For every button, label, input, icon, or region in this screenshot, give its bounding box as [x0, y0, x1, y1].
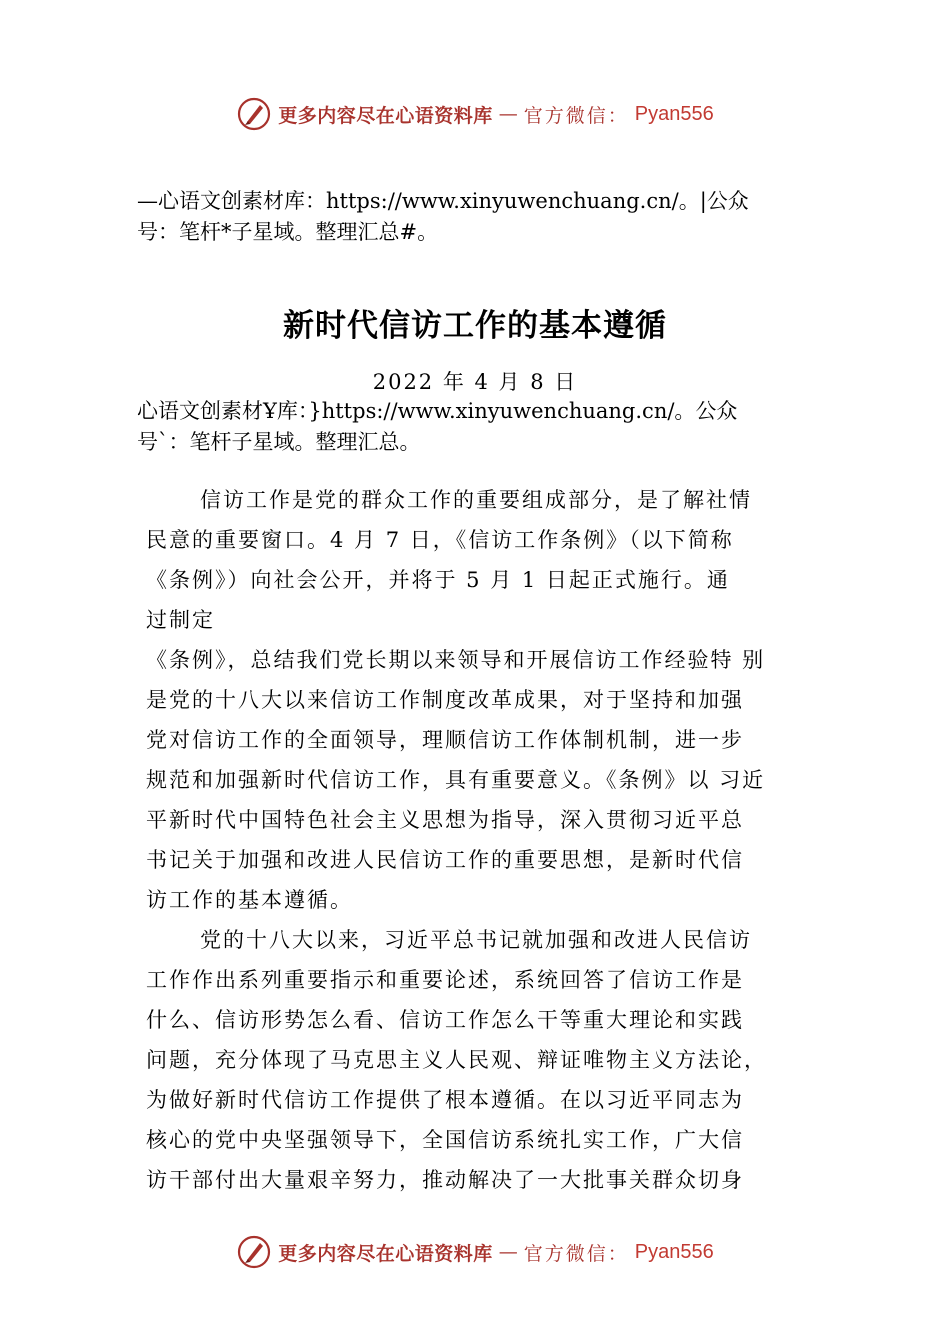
banner-wechat-label: 官方微信：: [523, 104, 629, 127]
paragraph-line: 平新时代中国特色社会主义思想为指导，深入贯彻习近平总: [146, 808, 744, 832]
paragraph-line: 规范和加强新时代信访工作，具有重要意义。《条例》以 习近: [146, 768, 766, 792]
page-title: 新时代信访工作的基本遵循: [283, 308, 667, 344]
paragraph-line: 党对信访工作的全面领导，理顺信访工作体制机制，进一步: [146, 728, 744, 752]
footer-banner: [0, 1232, 950, 1272]
paragraph-line: 《条例》）向社会公开，并将于 5 月 1 日起正式施行。通: [146, 568, 730, 592]
paragraph-line: 访工作的基本遵循。: [146, 888, 353, 912]
banner-text: 更多内容尽在心语资料库: [278, 104, 493, 127]
paragraph-line: 过制定: [146, 608, 215, 632]
paragraph-line: 《条例》，总结我们党长期以来领导和开展信访工作经验特 别: [146, 648, 766, 672]
paragraph-line: 核心的党中央坚强领导下，全国信访系统扎实工作，广大信: [146, 1128, 744, 1152]
header-banner: [0, 94, 950, 134]
source-note-2-line-2: 号`：笔杆子星域。整理汇总。: [137, 430, 421, 454]
paragraph-1: [146, 480, 816, 920]
paragraph-2: [146, 920, 816, 1200]
source-note-top-line-1: —心语文创素材库：https://www.xinyuwenchuang.cn/。|公众: [137, 189, 749, 213]
banner-separator: —: [498, 1241, 518, 1263]
paragraph-line: 什么、信访形势怎么看、信访工作怎么干等重大理论和实践: [146, 1008, 744, 1032]
pen-logo-icon: [236, 1234, 272, 1270]
pen-logo-icon: [236, 96, 272, 132]
source-note-2-line-1: 心语文创素材Ұ库：}https://www.xinyuwenchuang.cn/。公众: [137, 399, 738, 423]
banner-text: 更多内容尽在心语资料库: [278, 1242, 493, 1265]
paragraph-line: 是党的十八大以来信访工作制度改革成果，对于坚持和加强: [146, 688, 744, 712]
banner-wechat-id: Pyan556: [634, 102, 714, 125]
paragraph-line: 书记关于加强和改进人民信访工作的重要思想，是新时代信: [146, 848, 744, 872]
banner-wechat-label: 官方微信：: [523, 1242, 629, 1265]
paragraph-line: 民意的重要窗口。4 月 7 日，《信访工作条例》（以下简称: [146, 528, 734, 552]
paragraph-line: 信访工作是党的群众工作的重要组成部分，是了解社情: [200, 488, 752, 512]
paragraph-line: 访干部付出大量艰辛努力，推动解决了一大批事关群众切身: [146, 1168, 744, 1192]
banner-wechat-id: Pyan556: [634, 1240, 714, 1263]
paragraph-line: 问题，充分体现了马克思主义人民观、辩证唯物主义方法论，: [146, 1048, 767, 1072]
paragraph-line: 为做好新时代信访工作提供了根本遵循。在以习近平同志为: [146, 1088, 744, 1112]
paragraph-line: 党的十八大以来，习近平总书记就加强和改进人民信访: [200, 928, 752, 952]
banner-separator: —: [498, 103, 518, 125]
publish-date: 2022 年 4 月 8 日: [372, 370, 578, 394]
source-note-top-line-2: 号：笔杆*子星域。整理汇总#。: [137, 220, 439, 244]
paragraph-line: 工作作出系列重要指示和重要论述，系统回答了信访工作是: [146, 968, 744, 992]
